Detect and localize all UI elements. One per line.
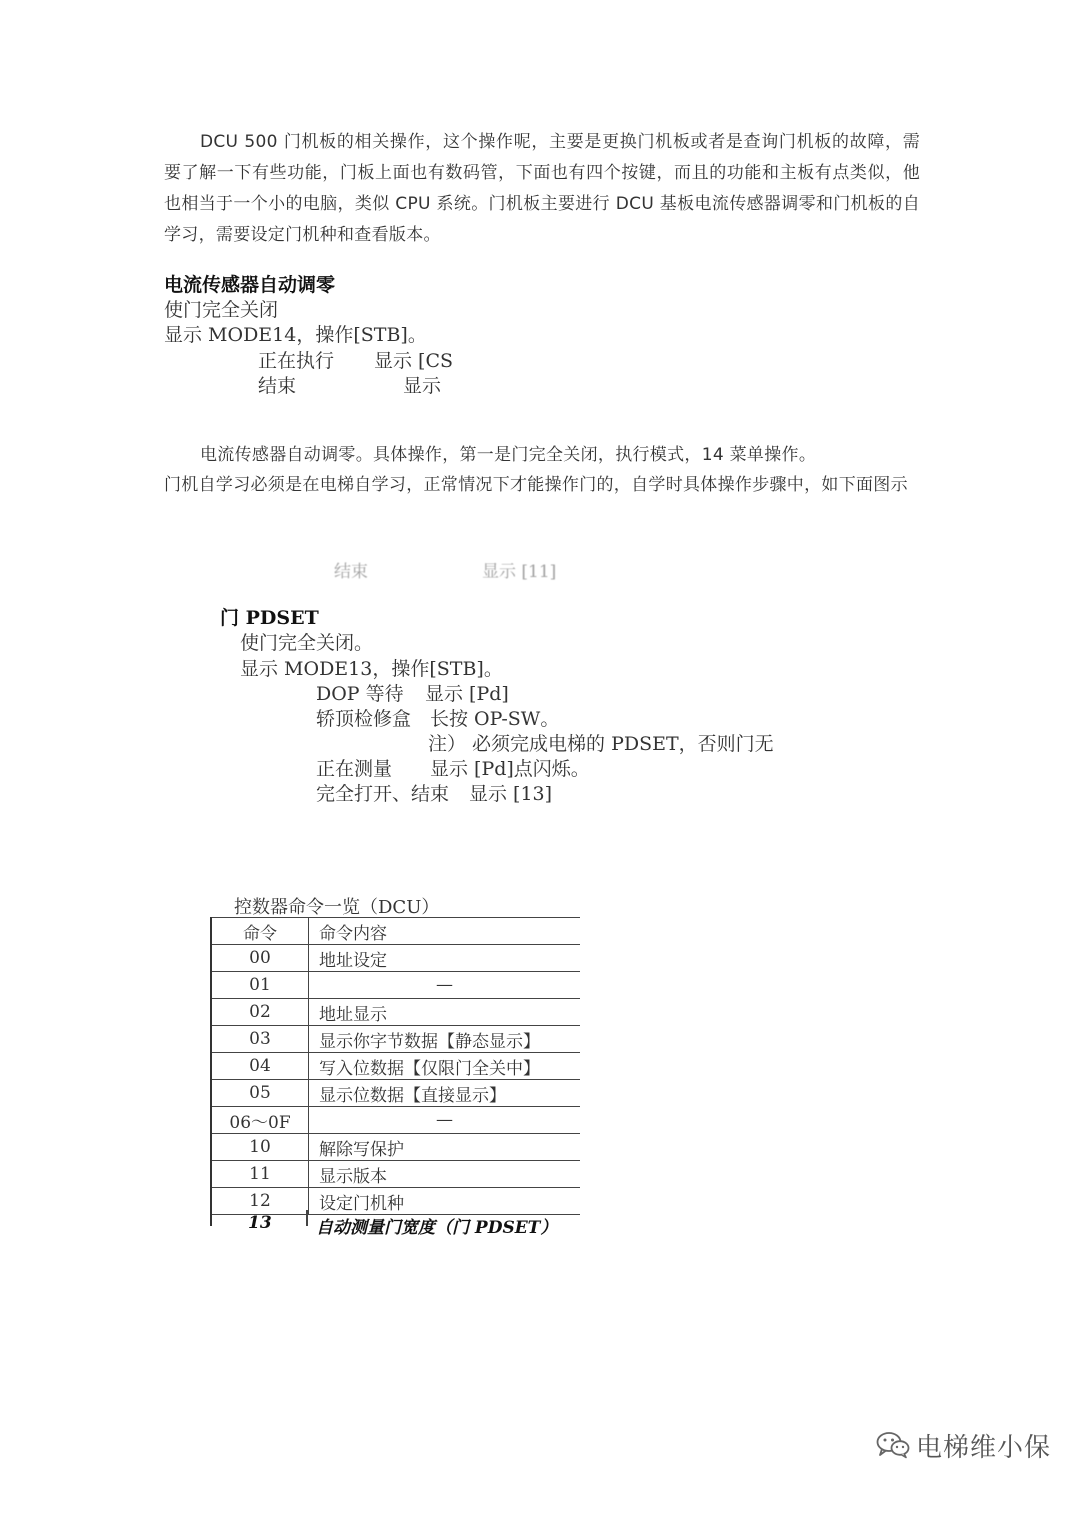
watermark-text: 电梯维小保 [916,1432,1052,1463]
scan2-line-long-press: 长按 OP-SW。 [430,708,560,730]
middle-paragraph-1 [164,440,920,471]
scan1-line-executing: 正在执行 [258,350,335,372]
table-cell-content: 显示你字节数据【静态显示】 [309,1026,581,1053]
middle-text-2: 门机自学习必须是在电梯自学习，正常情况下才能操作门的，自学时具体操作步骤中，如下面图示 [164,475,908,495]
table-border-mid [306,1210,308,1226]
table-cell-content: 解除写保护 [309,1134,581,1161]
table-cell-command: 10 [211,1134,309,1161]
table-cell-content: 地址显示 [309,999,581,1026]
table-cell-content: 自动测量门宽度（门 PDSET） [316,1218,558,1238]
wechat-icon [876,1431,910,1459]
scan2-line-car-top-box: 轿顶检修盒 [316,708,412,730]
scan1-line-end: 结束 [258,375,297,397]
scan2-line-display-pd: 显示 [Pd] [425,683,509,705]
table-cell-command: 03 [211,1026,309,1053]
table-cell-command: 04 [211,1053,309,1080]
intro-text: DCU 500 门机板的相关操作，这个操作呢，主要是更换门机板或者是查询门机板的故障，需要了解一下有些功能，门板上面也有数码管，下面也有四个按键，而且的功能和主板有点类似，他也相当于一个小的电脑，类似 CPU 系统。门机板主要进行 DCU 基板电流传感器调零和门机板的自学习，需要设定门机种和查看版本。 [164,132,920,245]
table-row [211,1134,580,1161]
table-cell-command: 00 [211,945,309,972]
scan2-line-fully-open: 完全打开、结束 [316,783,450,805]
table-cell-content: 设定门机种 [309,1188,581,1215]
command-table-title: 控数器命令一览（DCU） [234,897,440,918]
table-cell-command: 11 [211,1161,309,1188]
scan2-cutoff-end: 结束 [334,562,368,582]
table-cell-command: 13 [248,1213,272,1233]
middle-text-1: 电流传感器自动调零。具体操作，第一是门完全关闭，执行模式，14 菜单操作。 [200,445,817,465]
table-row [211,1053,580,1080]
table-cell-command: 01 [211,972,309,999]
table-header-row [211,918,580,945]
scan2-line-display-13: 显示 [13] [469,783,553,805]
scan1-line-display-cs: 显示 [CS [374,350,454,372]
table-cell-content: 写入位数据【仅限门全关中】 [309,1053,581,1080]
table-header-content: 命令内容 [309,918,581,945]
scan1-line-mode14: 显示 MODE14，操作[STB]。 [164,324,427,346]
table-border-left [210,1210,212,1226]
table-cell-command: 06～0F [211,1107,309,1134]
table-cell-content: 显示版本 [309,1161,581,1188]
scan2-line-dop-wait: DOP 等待 [316,683,404,705]
scan2-cutoff-display: 显示 [11] [482,562,557,582]
middle-paragraph-2 [164,470,920,501]
table-cell-content: — [309,1107,581,1134]
current-sensor-heading: 电流传感器自动调零 [164,274,336,296]
table-row [211,1161,580,1188]
scan2-line-mode13: 显示 MODE13，操作[STB]。 [240,658,503,680]
intro-paragraph [164,127,920,251]
table-row [211,999,580,1026]
scan2-line-measuring: 正在测量 [316,758,393,780]
table-cell-content: 显示位数据【直接显示】 [309,1080,581,1107]
table-row [211,945,580,972]
scan2-line-close-door: 使门完全关闭。 [240,632,374,654]
command-table [210,917,580,1215]
table-row [211,1107,580,1134]
table-partial-row [210,1210,582,1238]
table-cell-command: 05 [211,1080,309,1107]
scan2-line-note: 注） 必须完成电梯的 PDSET，否则门无 [428,733,774,755]
watermark [876,1425,1051,1465]
table-row [211,972,580,999]
table-cell-command: 02 [211,999,309,1026]
table-cell-content: — [309,972,581,999]
table-row [211,1026,580,1053]
table-cell-content: 地址设定 [309,945,581,972]
scan2-line-pd-flash: 显示 [Pd]点闪烁。 [430,758,590,780]
table-cell-command: 12 [211,1188,309,1215]
scan1-line-close-door: 使门完全关闭 [164,299,279,321]
table-header-command: 命令 [211,918,309,945]
table-row [211,1080,580,1107]
scan1-line-display: 显示 [403,375,442,397]
door-pdset-heading: 门 PDSET [220,607,319,629]
